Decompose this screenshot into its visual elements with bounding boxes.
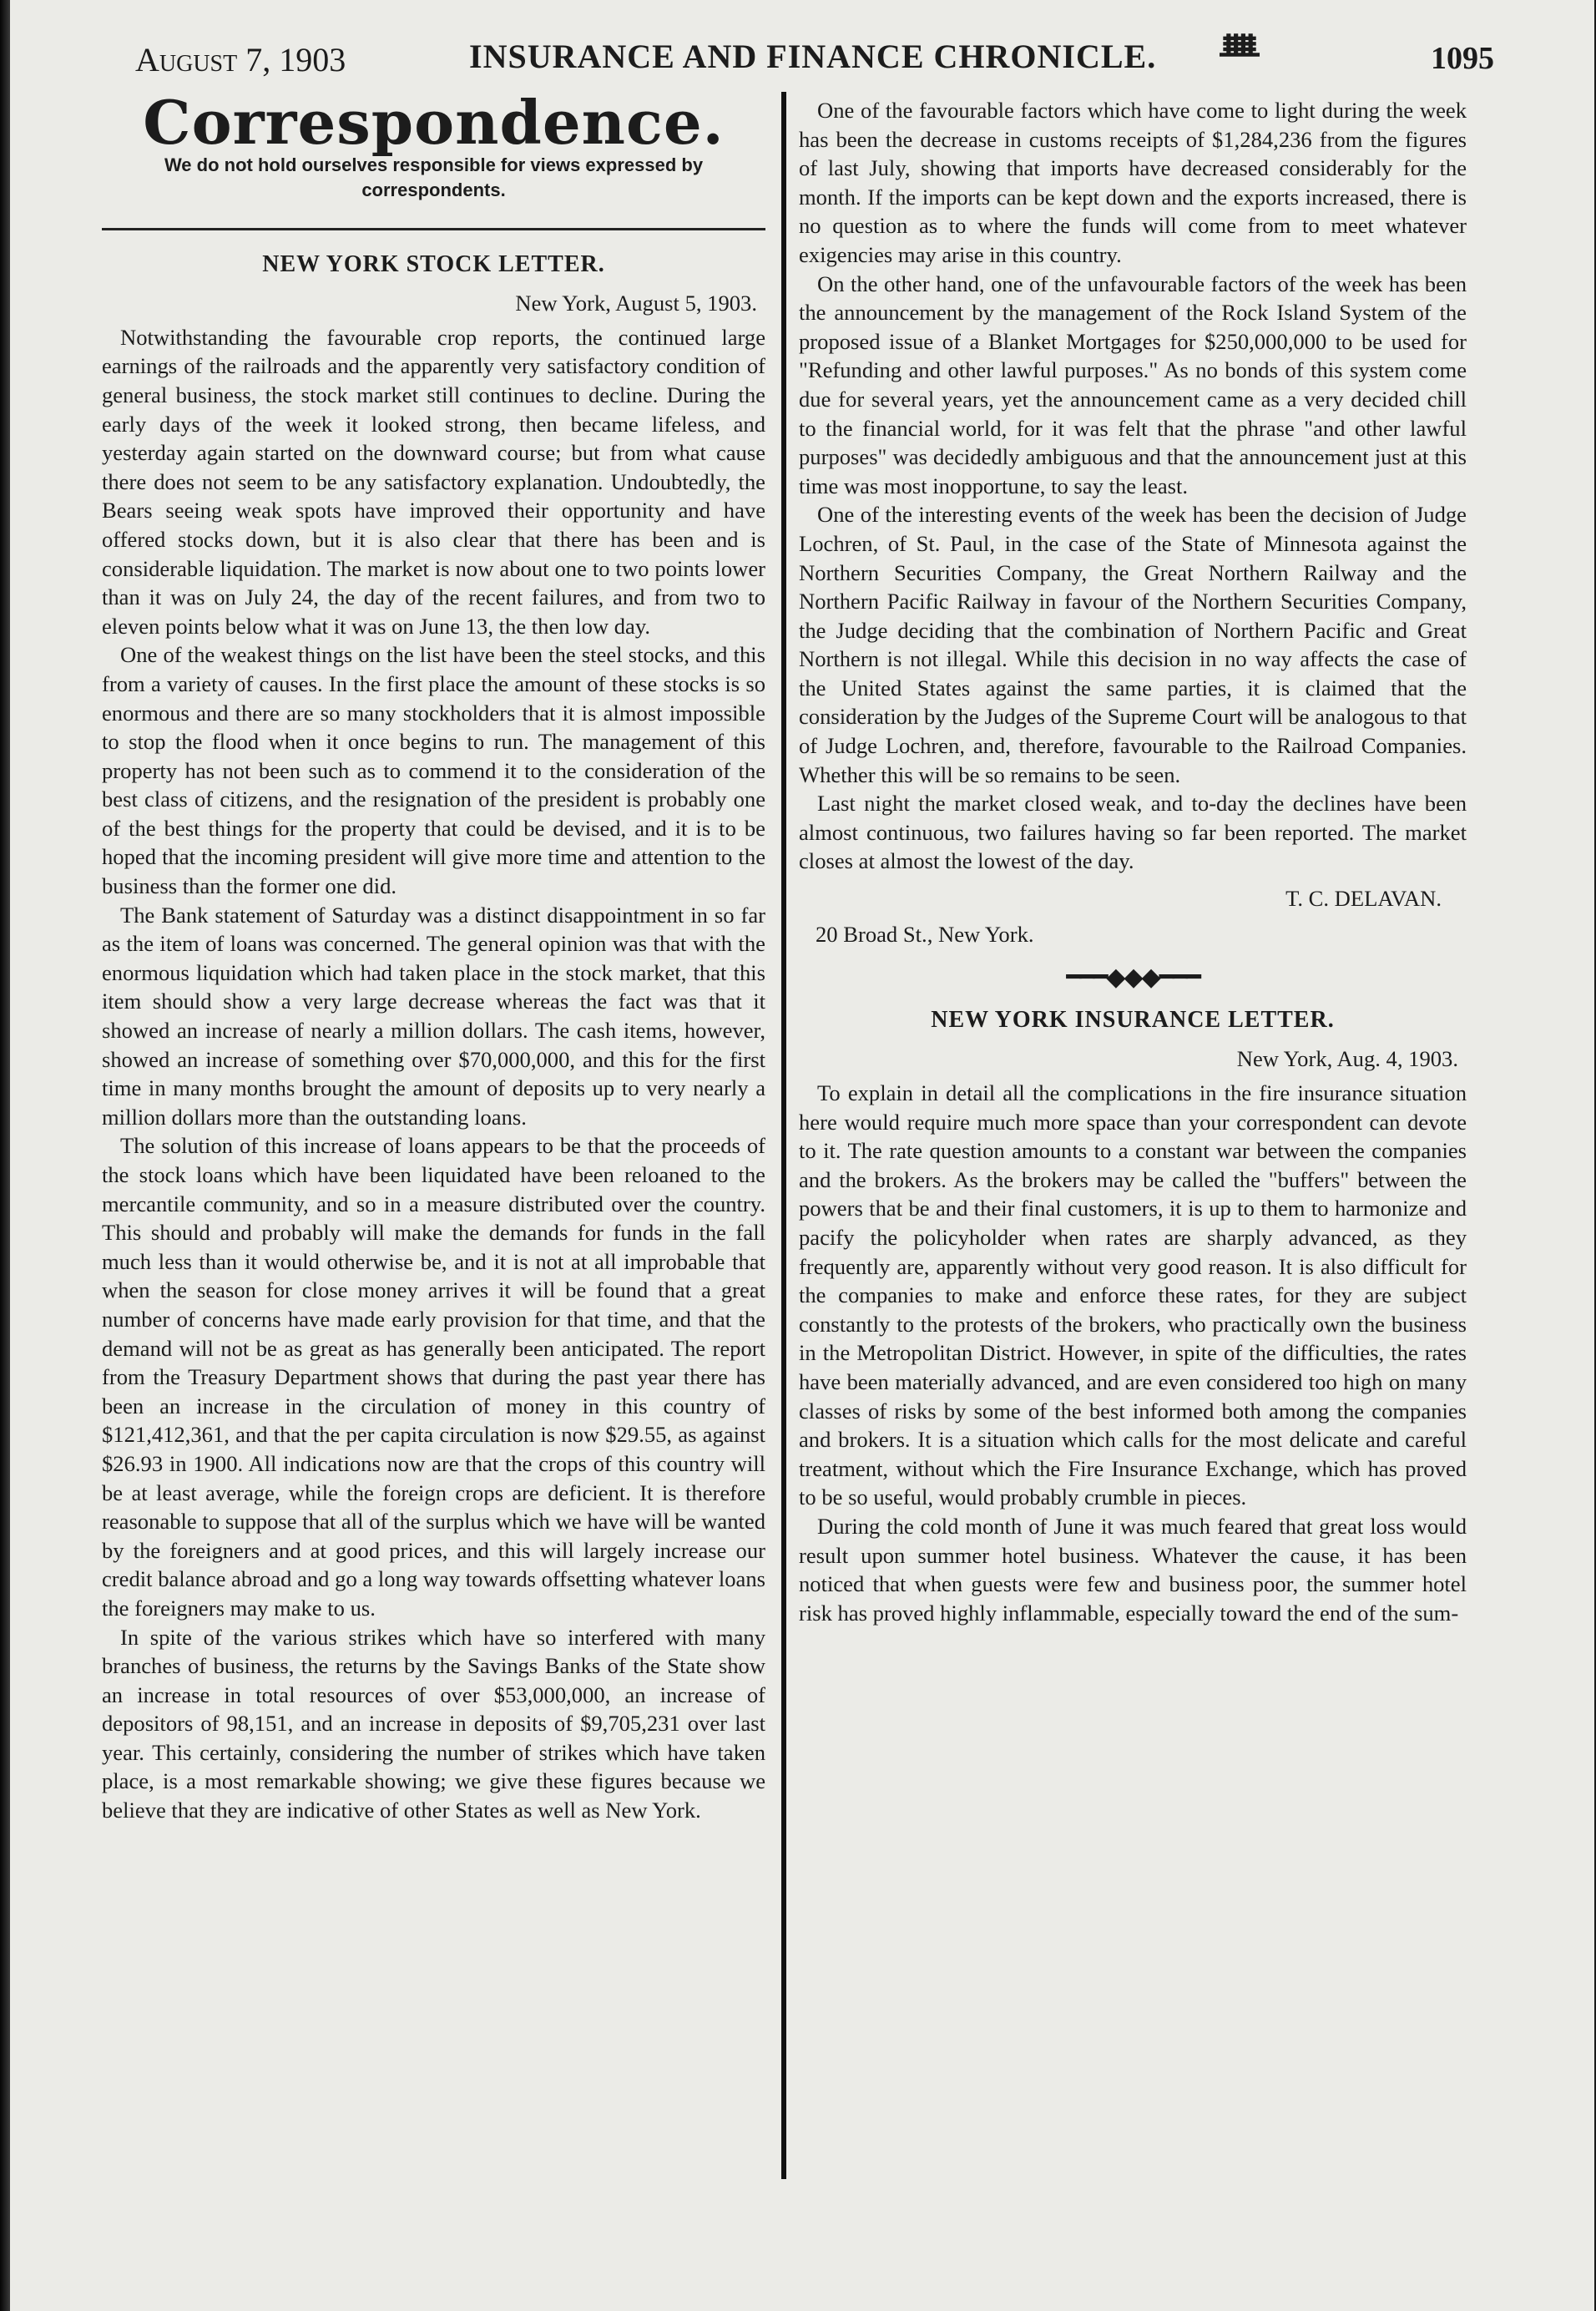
publication-title: INSURANCE AND FINANCE CHRONICLE.: [469, 38, 1157, 75]
stock-letter-dateline: New York, August 5, 1903.: [515, 291, 757, 316]
column-divider: [781, 92, 786, 2179]
newspaper-page: [10, 0, 1594, 2311]
page-number: 1095: [1431, 41, 1494, 76]
scan-edge: [0, 0, 10, 2311]
divider: [102, 228, 765, 230]
paragraph: During the cold month of June it was much feared that great loss would result upon summer hotel business. Whatever the cause, it has been noticed that when guests were few and business poor, the summer hotel risk has proved highly inflammable, especially toward the end of the sum-: [799, 1513, 1467, 1626]
disclaimer: We do not hold ourselves responsible for views expressed by correspondents.: [164, 154, 704, 200]
author-signature: T. C. DELAVAN.: [1285, 886, 1442, 912]
right-column: [799, 96, 1467, 1627]
paragraph: The Bank statement of Saturday was a distinct disappointment in so far as the item of loans was concerned. The general opinion was that with the enormous liquidation which had taken place in the stock market, that this item should show a very large decrease whereas the fact was that it showed an increase of nearly a million dollars. The cash items, however, showed an increase of something over $70,000,000, and this for the first time in many months brought the amount of deposits up to very nearly a million dollars more than the outstanding loans.: [102, 902, 765, 1130]
insurance-letter-title: NEW YORK INSURANCE LETTER.: [931, 1006, 1335, 1033]
ornament-divider: ━━━◆◆◆━━━: [1066, 963, 1200, 992]
ink-blot-mark: ᚙ: [1220, 34, 1259, 72]
paragraph: One of the interesting events of the week has been the decision of Judge Lochren, of St. Paul, in the case of the State of Minnesota against the Northern Securities Company, the Great Northern Railway and the Northern Pacific Railway in favour of the Northern Securities Company, the Judge deciding that the combination of Northern Pacific and Great Northern is not illegal. While this decision in no way affects the case of the United States against the same parties, it is claimed that the consideration by the Judges of the Supreme Court will be analogous to that of Judge Lochren, and, therefore, favourable to the Railroad Companies. Whether this will be so remains to be seen.: [799, 502, 1467, 787]
running-header: [110, 33, 1494, 78]
issue-date: August 7, 1903: [135, 41, 346, 78]
paragraph: One of the weakest things on the list have been the steel stocks, and this from a variety of causes. In the first place the amount of these stocks is so enormous and there are so many stockholders that it is almost impossible to stop the flood when it once begins to run. The management of this property has not been such as to commend it to the consideration of the best class of citizens, and the resignation of the president is probably one of the best things for the property that could be devised, and it is to be hoped that the incoming president will give more time and attention to the business than the former one did.: [102, 642, 765, 899]
paragraph: The solution of this increase of loans appears to be that the proceeds of the stock loans which have been liquidated have been reloaned to the mercantile community, and so in a measure distributed over the country. This should and probably will make the demands for funds in the fall much less than it would otherwise be, and it is not at all improbable that when the season for close money arrives it will be found that a great number of concerns have made early provision for that time, and that the demand will not be as great as has generally been anticipated. The report from the Treasury Department shows that during the past year there has been an increase in the circulation of money in this country of $121,412,361, and that the per capita circulation is now $29.55, as against $26.93 in 1900. All indications now are that the crops of this country will be at least average, while the foreign crops are deficient. It is therefore reasonable to suppose that all of the surplus which we have will be wanted by the foreigners and at good prices, and this will largely increase our credit balance abroad and go a long way towards offsetting whatever loans the foreigners may make to us.: [102, 1133, 765, 1621]
paragraph: On the other hand, one of the unfavourable factors of the week has been the announcement by the management of the Rock Island System of the proposed issue of a Blanket Mortgages for $250,000,000 to be used for "Refunding and other lawful purposes." As no bonds of this system come due for several years, yet the announcement came as a very decided chill to the financial world, for it was felt that the phrase "and other lawful purposes" was decidedly ambiguous and that the announcement just at this time was most inopportune, to say the least.: [799, 271, 1467, 498]
paragraph: In spite of the various strikes which have so interfered with many branches of business, the returns by the Savings Banks of the State show an increase in total resources of over $53,000,000, an increase of depositors of 98,151, and an increase in deposits of $9,705,231 over last year. This certainly, considering the number of strikes which have taken place, is a most remarkable showing; we give these figures because we believe that they are indicative of other States as well as New York.: [102, 1624, 765, 1823]
stock-letter-title: NEW YORK STOCK LETTER.: [262, 250, 605, 277]
paragraph: Notwithstanding the favourable crop reports, the continued large earnings of the railroads and the apparently very satisfactory condition of general business, the stock market still continues to decline. During the early days of the week it looked strong, then became lifeless, and yesterday again started on the downward course; but from what cause there does not seem to be any satisfactory explanation. Undoubtedly, the Bears seeing weak spots have improved their opportunity and have offered stocks down, but it is also clear that there has been and is considerable liquidation. The market is now about one to two points lower than it was on July 24, the day of the recent failures, and from two to eleven points below what it was on June 13, the then low day.: [102, 324, 765, 639]
section-masthead: Correspondence.: [143, 87, 725, 158]
left-column: [102, 87, 765, 1825]
paragraph: One of the favourable factors which have come to light during the week has been the decrease in customs receipts of $1,284,236 from the figures of last July, showing that imports have decreased considerably for the month. If the imports can be kept down and the exports increased, there is no question as to where the funds will come from to meet whatever exigencies may arise in this country.: [799, 98, 1467, 267]
paragraph: Last night the market closed weak, and to-day the declines have been almost continuous, two failures having so far been reported. The market closes at almost the lowest of the day.: [799, 791, 1467, 874]
insurance-letter-dateline: New York, Aug. 4, 1903.: [1236, 1046, 1458, 1072]
paragraph: To explain in detail all the complications in the fire insurance situation here would require much more space than your correspondent can devote to it. The rate question amounts to a constant war between the companies and the brokers. As the brokers may be called the "buffers" between the powers that be and their final customers, it is up to them to harmonize and pacify the policyholder when rates are sharply advanced, as they frequently are, apparently without very good reason. It is also difficult for the companies to make and enforce these rates, for they are subject constantly to the protests of the brokers, who practically own the business in the Metropolitan District. However, in spite of the difficulties, the rates have been materially advanced, and are even considered too high on many classes of risks by some of the best informed both among the companies and brokers. It is a situation which calls for the most delicate and careful treatment, without which the Fire Insurance Exchange, which has proved to be so useful, would probably crumble in pieces.: [799, 1080, 1467, 1510]
author-address: 20 Broad St., New York.: [816, 921, 1034, 947]
